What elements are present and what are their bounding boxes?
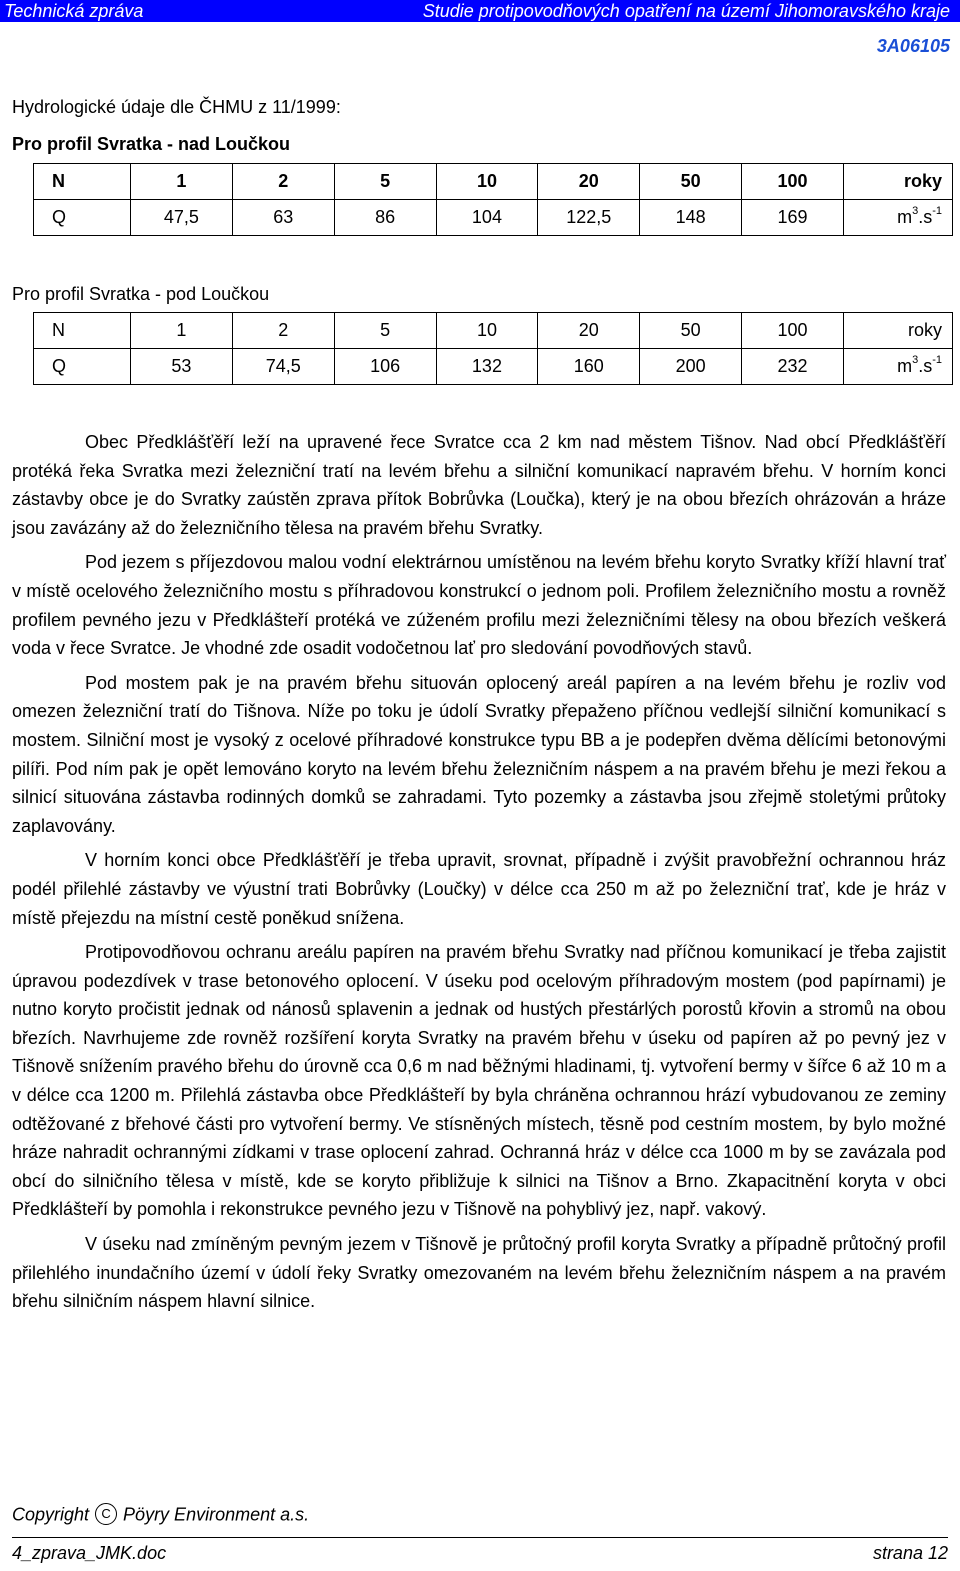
table-cell: 132	[436, 349, 538, 385]
table-cell: 1	[131, 313, 233, 349]
table-cell: 160	[538, 349, 640, 385]
table-row-q	[34, 200, 953, 236]
footer-filename: 4_zprava_JMK.doc	[12, 1543, 167, 1563]
table-cell-label: N	[34, 313, 131, 349]
table-cell-unit: $m^3.s^{-1}$	[844, 349, 953, 385]
flow-table-nad	[33, 163, 953, 236]
table-cell: 86	[334, 200, 436, 236]
profile-title-pod: Pro profil Svratka - pod Loučkou	[12, 284, 270, 304]
table-cell: 53	[131, 349, 233, 385]
header-right-title: Studie protipovodňových opatření na území Jihomoravského kraje	[422, 1, 950, 21]
table-cell-unit: roky	[844, 313, 953, 349]
footer-page-number: strana 12	[872, 1543, 948, 1563]
table-cell: 200	[640, 349, 742, 385]
profile-title-nad: Pro profil Svratka - nad Loučkou	[12, 134, 291, 154]
table-cell: 122,5	[538, 200, 640, 236]
table-cell: 63	[232, 200, 334, 236]
table-cell: 1	[131, 164, 233, 200]
paragraph: V horním konci obce Předklášťěří je třeba upravit, srovnat, případně i zvýšit pravobřežní ochrannou hráz podél přilehlé zástavby ve výustní trati Bobrůvky (Loučky) v délce cca 250 m až po železniční trať, kde je hráz v místě přejezdu na místní cestě poněkud snížena.	[12, 850, 946, 928]
table-cell: 2	[232, 313, 334, 349]
table-cell: 232	[742, 349, 844, 385]
document-code: 3A06105	[876, 36, 950, 56]
paragraph: Pod mostem pak je na pravém břehu situován oplocený areál papíren a na levém břehu je rozliv vod omezen železniční tratí do Tišnova. Níže po toku je údolí Svratky přepaženo příčnou vedlejší silniční komunikací s mostem. Silniční most je vysoký z ocelové příhradové konstrukce typu BB a je podepřen dvěma dělícími betonovými pilíři. Pod ním pak je opět lemováno koryto na levém břehu železničním náspem a na pravém břehu je mezi řekou a silnicí situována zástavba rodinných domků se zahradami. Tyto pozemky a zástavba jsou zřejmě stoletými průtoky zaplavovány.	[12, 672, 946, 836]
table-cell: 169	[742, 200, 844, 236]
table-cell: 10	[436, 164, 538, 200]
table-cell: 5	[334, 164, 436, 200]
table-cell: 20	[538, 164, 640, 200]
table-cell: 100	[742, 313, 844, 349]
table-row-q	[34, 349, 953, 385]
table-cell: 5	[334, 313, 436, 349]
header-left-title: Technická zpráva	[4, 1, 144, 21]
table-cell: 100	[742, 164, 844, 200]
table-cell: 47,5	[131, 200, 233, 236]
copyright-prefix: Copyright	[12, 1504, 90, 1525]
table-cell-label: Q	[34, 349, 131, 385]
table-cell: 50	[640, 164, 742, 200]
paragraph: V úseku nad zmíněným pevným jezem v Tišnově je průtočný profil koryta Svratky a případně průtočný profil přilehlého inundačního území v údolí řeky Svratky omezovaném na levém břehu železničním náspem a na pravém břehu silničním náspem hlavní silnice.	[12, 1234, 946, 1312]
paragraph: Pod jezem s příjezdovou malou vodní elektrárnou umístěnou na levém břehu koryto Svratky kříží hlavní trať v místě ocelového železničního mostu s příhradovou konstrukcí o jednom poli. Profilem železničního mostu a rovněž profilem pevného jezu v Předklášteří protéká ve zúženém profilu mezi železničními tělesy na obou březích veškerá voda v řece Svratce. Je vhodné zde osadit vodočetnou lať pro sledování povodňových stavů.	[12, 552, 946, 659]
flow-table-pod	[33, 312, 953, 385]
table-cell-label: N	[34, 164, 131, 200]
table-cell: 74,5	[232, 349, 334, 385]
paragraph: Protipovodňovou ochranu areálu papíren na pravém břehu Svratky nad příčnou komunikací je třeba zajistit úpravou podezdívek v trase betonového oplocení. V úseku pod ocelovým příhradovým mostem (pod papírnami) je nutno koryto pročistit jednak od nánosů splavenin a jednak od hustých přestárlých porostů křovin a stromů na obou březích. Navrhujeme zde rovněž rozšíření koryta Svratky na pravém břehu v úseku od papíren až po pevný jez v Tišnově snížením pravého břehu do úrovně cca 0,6 m nad běžnými hladinami, tj. vytvoření bermy v šířce 6 až 10 m a v délce cca 1200 m. Přilehlá zástavba obce Předklášteří by byla chráněna ochrannou hrází vybudovanou ze zeminy odtěžované z břehové části pro vytvoření bermy. Ve stísněných místech, těsně pod cestním mostem, by bylo možné hráze nahradit ochrannými zídkami v trase oplocení zahrad. Ochranná hráz v délce cca 1000 m by se zavázala pod obcí do silničního tělesa v místě, kde se koryto přibližuje k silnici na Tišnov a Brno. Zkapacitnění koryta v obci Předklášteří by pomohla i rekonstrukce pevného jezu v Tišnově na pohyblivý jez, např. vakový.	[12, 942, 946, 1220]
table-cell-unit: $m^3.s^{-1}$	[844, 200, 953, 236]
table-cell-label: Q	[34, 200, 131, 236]
copyright-line	[12, 1503, 309, 1528]
table-row-n	[34, 164, 953, 200]
table-cell: 148	[640, 200, 742, 236]
table-cell: 104	[436, 200, 538, 236]
table-cell: 2	[232, 164, 334, 200]
paragraph: Obec Předklášťěří leží na upravené řece Svratce cca 2 km nad městem Tišnov. Nad obcí Předklášťěří protéká řeka Svratka mezi železniční tratí na levém břehu a silniční komunikací napravém břehu. V horním konci zástavby obce je do Svratky zaústěn zprava přítok Bobrůvka (Loučka), který je na obou březích ohrázován a hráze jsou zavázány až do železničního tělesa na pravém břehu Svratky.	[12, 432, 946, 538]
footer-divider	[12, 1537, 948, 1538]
copyright-icon: C	[95, 1503, 117, 1525]
copyright-company: Pöyry Environment a.s.	[123, 1504, 310, 1525]
table-row-n	[34, 313, 953, 349]
table-cell-unit: roky	[844, 164, 953, 200]
table-cell: 20	[538, 313, 640, 349]
header-bar	[0, 0, 960, 22]
table-cell: 50	[640, 313, 742, 349]
hydrology-title: Hydrologické údaje dle ČHMU z 11/1999:	[12, 97, 341, 117]
table-cell: 106	[334, 349, 436, 385]
table-cell: 10	[436, 313, 538, 349]
body-text	[12, 428, 946, 1322]
